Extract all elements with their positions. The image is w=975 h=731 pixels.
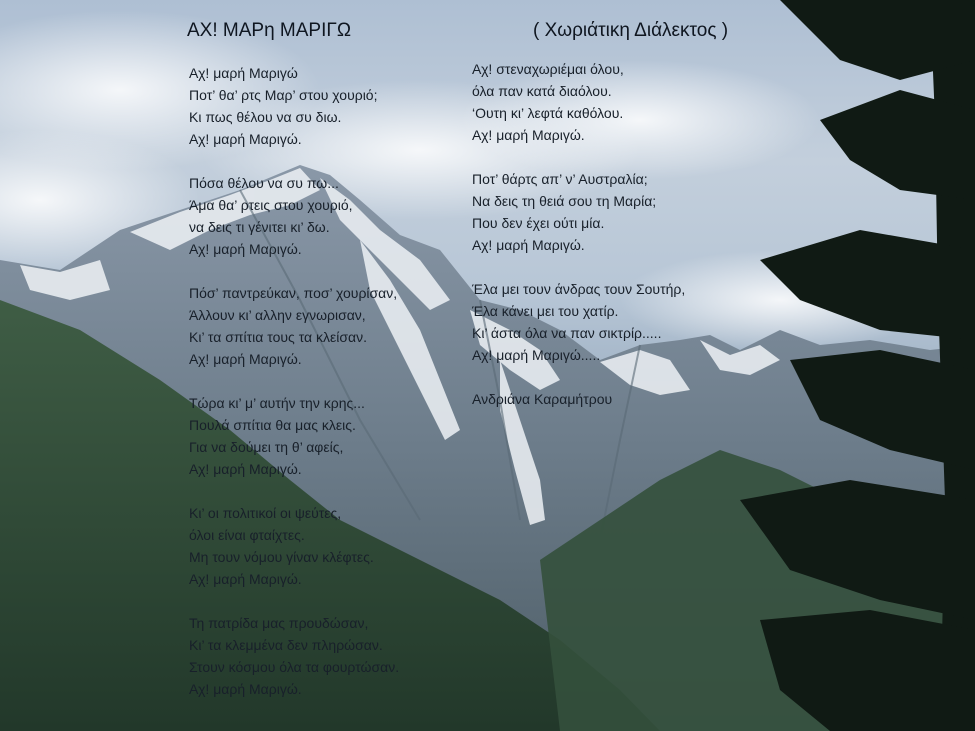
verse-line: Αχ! μαρή Μαριγώ.	[189, 571, 302, 587]
verse-line: Πουλά σπίτια θα μας κλεις.	[189, 417, 356, 433]
verse-line: Αχ! στεναχωριέμαι όλου,	[472, 61, 624, 77]
verse-line: Στουν κόσμου όλα τα φουρτώσαν.	[189, 659, 400, 675]
verse-line: Κι’ άστα όλα να παν σικτρίρ.....	[472, 325, 662, 341]
verse-line: Μη τουν νόμου γίναν κλέφτες.	[189, 549, 374, 565]
verse-line: Τη πατρίδα μας προυδώσαν,	[189, 615, 369, 631]
verse-line: Που δεν έχει ούτι μία.	[472, 215, 605, 231]
stanza	[189, 392, 469, 480]
verse-line: Για να δούμει τη θ’ αφείς,	[189, 439, 344, 455]
verse-line: Αχ! μαρή Μαριγώ.	[189, 131, 302, 147]
dialect-subtitle: ( Χωριάτικη Διάλεκτος )	[533, 20, 729, 41]
verse-line: Αχ! μαρή Μαριγώ.	[189, 351, 302, 367]
verse-line: Κι πως θέλου να συ διω.	[189, 109, 342, 125]
verse-line: όλα παν κατά διαόλου.	[472, 83, 612, 99]
verse-line: Τώρα κι’ μ’ αυτήν την κρης...	[189, 395, 365, 411]
poem-title: ΑΧ! ΜΑΡη ΜΑΡΙΓΩ	[187, 20, 352, 41]
author-name: Ανδριάνα Καραμήτρου	[472, 391, 613, 407]
verse-line: Κι’ τα σπίτια τους τα κλείσαν.	[189, 329, 367, 345]
verse-line: Έλα κάνει μει του χατίρ.	[472, 303, 619, 319]
verse-line: Πόσα θέλου να συ πω...	[189, 175, 339, 191]
poem-column-left	[189, 62, 469, 722]
verse-line: Να δεις τη θειά σου τη Μαρία;	[472, 193, 657, 209]
stanza	[472, 278, 762, 366]
verse-line: Άμα θα’ ρτεις στου χουριό,	[189, 197, 353, 213]
verse-line: Αχ! μαρή Μαριγώ.....	[472, 347, 601, 363]
verse-line: Αχ! μαρή Μαριγώ.	[189, 241, 302, 257]
verse-line: όλοι είναι φταίχτες.	[189, 527, 305, 543]
verse-line: Πόσ’ παντρεύκαν, ποσ’ χουρίσαν,	[189, 285, 398, 301]
verse-line: Κι’ τα κλεμμένα δεν πληρώσαν.	[189, 637, 383, 653]
verse-line: Ποτ’ θα’ ρτς Μαρ’ στου χουριό;	[189, 87, 378, 103]
stanza	[189, 282, 469, 370]
stanza	[189, 62, 469, 150]
poem-column-right	[472, 58, 762, 410]
verse-line: Αχ! μαρή Μαριγώ.	[189, 461, 302, 477]
stanza	[472, 58, 762, 146]
verse-line: Έλα μει τουν άνδρας τουν Σουτήρ,	[472, 281, 686, 297]
verse-line: Αχ! μαρή Μαριγώ.	[189, 681, 302, 697]
verse-line: Αχ! μαρή Μαριγώ.	[472, 237, 585, 253]
verse-line: να δεις τι γένιτει κι’ δω.	[189, 219, 330, 235]
stanza	[189, 502, 469, 590]
stanza	[189, 612, 469, 700]
verse-line: Άλλουν κι’ αλλην εγνωρισαν,	[189, 307, 366, 323]
verse-line: Αχ! μαρή Μαριγώ	[189, 65, 298, 81]
verse-line: ‘Ουτη κι’ λεφτά καθόλου.	[472, 105, 624, 121]
verse-line: Κι’ οι πολιτικοί οι ψεύτες,	[189, 505, 342, 521]
verse-line: Αχ! μαρή Μαριγώ.	[472, 127, 585, 143]
stanza	[189, 172, 469, 260]
stanza	[472, 168, 762, 256]
verse-line: Ποτ’ θάρτς απ’ ν’ Αυστραλία;	[472, 171, 648, 187]
